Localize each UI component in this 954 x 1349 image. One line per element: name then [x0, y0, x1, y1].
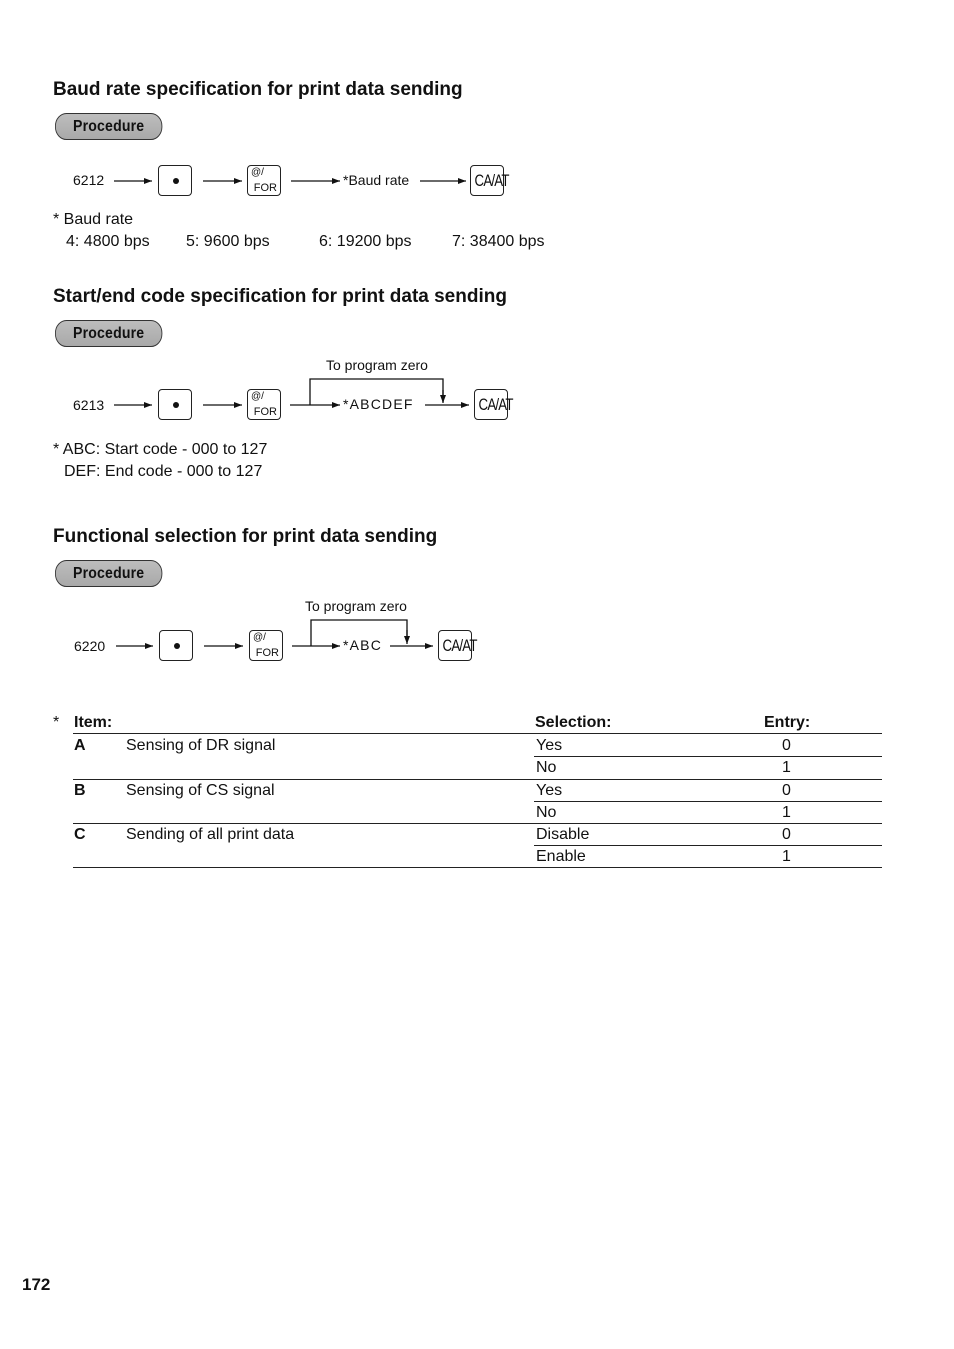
decimal-point-key	[158, 389, 192, 420]
at-for-key-top: @/	[251, 167, 264, 178]
row-selection: Yes	[536, 782, 563, 799]
procedure-badge: Procedure	[55, 113, 162, 140]
header-selection: Selection:	[535, 714, 612, 731]
entry-label: *ABCDEF	[343, 396, 414, 412]
ca-at-key	[470, 165, 509, 196]
baud-option: 5: 9600 bps	[186, 233, 270, 250]
ca-at-key	[438, 630, 477, 661]
bypass-label: To program zero	[305, 598, 407, 614]
row-entry: 0	[782, 737, 791, 754]
row-selection: Enable	[536, 848, 586, 865]
at-for-key-bottom: FOR	[253, 182, 277, 194]
ca-at-key-label: CA/AT	[474, 171, 509, 190]
section-title-start-end-code: Start/end code specification for print data sending	[53, 286, 507, 307]
table-rule	[73, 823, 882, 824]
baud-option: 6: 19200 bps	[319, 233, 412, 250]
row-letter: B	[74, 782, 86, 799]
entry-label: *ABC	[343, 637, 383, 653]
table-rule	[534, 801, 882, 802]
row-item: Sensing of CS signal	[126, 782, 275, 799]
table-rule	[73, 733, 882, 734]
note-line: * ABC: Start code - 000 to 127	[53, 441, 268, 458]
procedure-badge: Procedure	[55, 320, 162, 347]
row-entry: 1	[782, 848, 791, 865]
program-code: 6220	[74, 638, 106, 654]
table-rule	[73, 779, 882, 780]
decimal-point-key	[158, 165, 192, 196]
baud-option: 7: 38400 bps	[452, 233, 545, 250]
ca-at-key-label: CA/AT	[442, 636, 477, 655]
entry-label: *Baud rate	[343, 172, 410, 188]
row-entry: 0	[782, 782, 791, 799]
bypass-label: To program zero	[326, 357, 428, 373]
at-for-key	[247, 389, 281, 420]
page-number: 172	[22, 1275, 51, 1294]
table-marker: *	[53, 714, 60, 731]
header-item: Item:	[74, 714, 113, 731]
row-letter: C	[74, 826, 86, 843]
row-entry: 0	[782, 826, 791, 843]
at-for-key	[249, 630, 283, 661]
at-for-key-top: @/	[253, 632, 266, 643]
baud-option: 4: 4800 bps	[66, 233, 150, 250]
at-for-key-top: @/	[251, 391, 264, 402]
at-for-key-bottom: FOR	[255, 647, 279, 659]
row-entry: 1	[782, 759, 791, 776]
row-item: Sensing of DR signal	[126, 737, 276, 754]
note-title: * Baud rate	[53, 211, 134, 228]
row-item: Sending of all print data	[126, 826, 295, 843]
row-letter: A	[74, 737, 86, 754]
at-for-key-bottom: FOR	[253, 406, 277, 418]
row-selection: No	[536, 804, 557, 821]
table-rule	[73, 867, 882, 868]
header-entry: Entry:	[764, 714, 811, 731]
table-rule	[534, 845, 882, 846]
section-title-baud-rate: Baud rate specification for print data sending	[53, 79, 463, 100]
section-title-functional-selection: Functional selection for print data sending	[53, 526, 438, 547]
decimal-point-key	[159, 630, 193, 661]
table-rule	[534, 756, 882, 757]
note-line: DEF: End code - 000 to 127	[64, 463, 263, 480]
row-selection: Yes	[536, 737, 563, 754]
row-selection: No	[536, 759, 557, 776]
ca-at-key	[474, 389, 513, 420]
ca-at-key-label: CA/AT	[478, 395, 513, 414]
program-code: 6212	[73, 172, 105, 188]
row-entry: 1	[782, 804, 791, 821]
procedure-badge: Procedure	[55, 560, 162, 587]
program-code: 6213	[73, 397, 105, 413]
at-for-key	[247, 165, 281, 196]
row-selection: Disable	[536, 826, 590, 843]
